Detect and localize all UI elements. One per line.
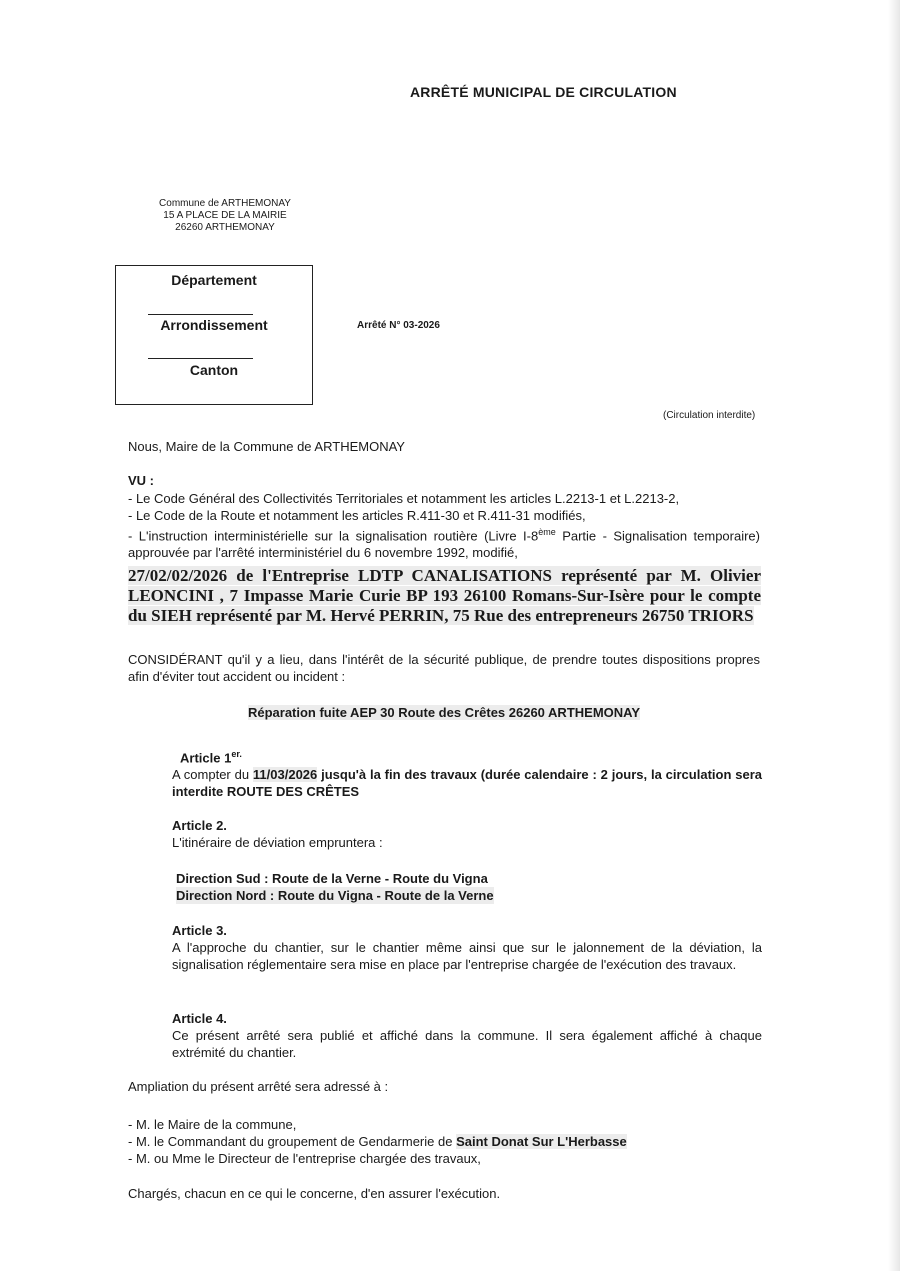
article-1-date: 11/03/2026: [252, 767, 318, 783]
article-1: [172, 746, 762, 800]
article-2: [172, 817, 762, 851]
arrete-number: Arrêté N° 03-2026: [357, 320, 440, 331]
vu-item-instruction: - L'instruction interministérielle sur la signalisation routière (Livre I-8ème Partie - Signalisation temporaire) approuvée par l'arrêté interministériel du 6 novembre 1992, modifié,: [128, 527, 760, 560]
arrondissement-label: Arrondissement: [160, 317, 268, 333]
subject-text: Réparation fuite AEP 30 Route des Crêtes 26260 ARTHEMONAY: [247, 705, 641, 720]
direction-nord: Direction Nord : Route du Vigna - Route de la Verne: [176, 888, 494, 903]
vu-heading: VU :: [128, 473, 154, 488]
article-1-title: Article $1^{er.}$: [180, 749, 242, 766]
commune-name: Commune de ARTHEMONAY: [159, 198, 291, 209]
article-3-text: A l'approche du chantier, sur le chantier même ainsi que sur le jalonnement de la déviation, la signalisation réglementaire sera mise en place par l'entreprise chargée de l'exécution des travaux.: [172, 940, 762, 972]
scan-edge-shadow: [888, 0, 900, 1271]
article-2-title: Article 2.: [172, 818, 227, 833]
recipients-list: [128, 1116, 627, 1167]
commune-street: 15 A PLACE DE LA MAIRIE: [163, 210, 287, 221]
ampliation-line: Ampliation du présent arrêté sera adressé à :: [128, 1079, 389, 1094]
administrative-box: [115, 265, 313, 405]
article-3-title: Article 3.: [172, 923, 227, 938]
article-2-text: L'itinéraire de déviation empruntera :: [172, 835, 383, 850]
article-1-text: A compter du 11/03/2026 jusqu'à la fin des travaux (durée calendaire : 2 jours, la circulation sera interdite ROUTE DES CRÊTES: [172, 767, 762, 800]
vu-list: [128, 491, 760, 561]
request-paragraph: [128, 566, 761, 626]
article-4: [172, 1010, 762, 1061]
article-4-title: Article 4.: [172, 1011, 227, 1026]
gendarmerie-place: Saint Donat Sur L'Herbasse: [456, 1134, 627, 1149]
subject-line: [128, 705, 760, 720]
direction-sud: Direction Sud : Route de la Verne - Route du Vigna: [176, 871, 488, 886]
intro-line: Nous, Maire de la Commune de ARTHEMONAY: [128, 439, 405, 454]
document-title: ARRÊTÉ MUNICIPAL DE CIRCULATION: [410, 84, 677, 100]
commune-city: 26260 ARTHEMONAY: [175, 222, 275, 233]
request-text: 27/02/02/2026 de l'Entreprise LDTP CANALISATIONS représenté par M. Olivier LEONCINI , 7 Impasse Marie Curie BP 193 26100 Romans-Sur-Isère pour le compte du SIEH représenté par M. Hervé PERRIN, 75 Rue des entrepreneurs 26750 TRIORS: [128, 566, 761, 625]
vu-item-code-route: - Le Code de la Route et notamment les articles R.411-30 et R.411-31 modifiés,: [128, 507, 586, 523]
article-3: [172, 922, 762, 973]
recipient-directeur: - M. ou Mme le Directeur de l'entreprise chargée des travaux,: [128, 1151, 481, 1166]
considerant-paragraph: CONSIDÉRANT qu'il y a lieu, dans l'intérêt de la sécurité publique, de prendre toutes dispositions propres afin d'éviter tout accident ou incident :: [128, 652, 760, 684]
article-4-text: Ce présent arrêté sera publié et affiché dans la commune. Il sera également affiché à chaque extrémité du chantier.: [172, 1028, 762, 1060]
recipient-maire: - M. le Maire de la commune,: [128, 1117, 297, 1132]
circulation-note: (Circulation interdite): [663, 410, 756, 421]
vu-item-code-collectivites: - Le Code Général des Collectivités Territoriales et notamment les articles L.2213-1 et L.2213-2,: [128, 491, 680, 506]
canton-label: Canton: [189, 362, 239, 378]
commune-address: [150, 198, 300, 234]
recipient-commandant: - M. le Commandant du groupement de Gendarmerie de Saint Donat Sur L'Herbasse: [128, 1134, 627, 1149]
divider: [148, 314, 253, 315]
divider: [148, 358, 253, 359]
departement-label: Département: [171, 272, 257, 288]
closing-line: Chargés, chacun en ce qui le concerne, d'en assurer l'exécution.: [128, 1186, 501, 1201]
deviation-directions: [176, 870, 494, 904]
